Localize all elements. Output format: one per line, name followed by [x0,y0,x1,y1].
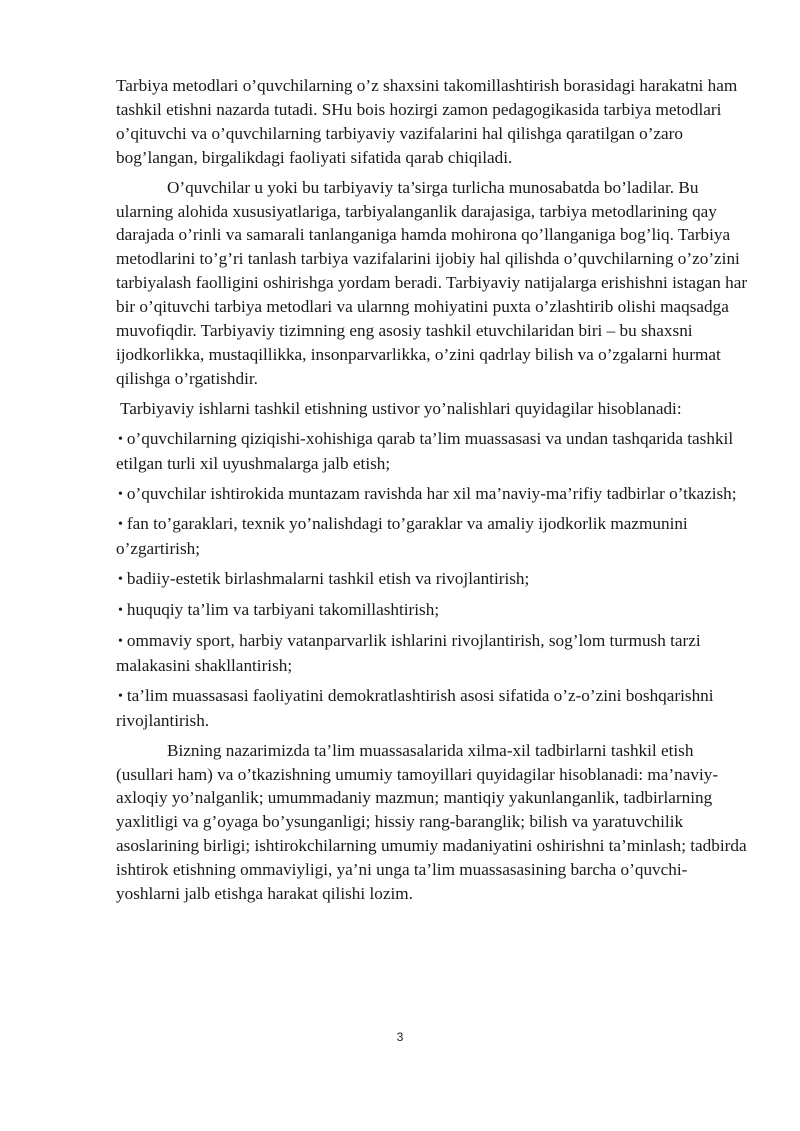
bullet-icon: • [118,517,123,533]
list-item-text: huquqiy ta’lim va tarbiyani takomillashtirish; [126,600,440,620]
list-item [116,567,750,592]
list-item [116,427,750,476]
list-item [116,598,750,623]
list-item-text: fan to’garaklari, texnik yo’nalishdagi to’garaklar va amaliy ijodkorlik mazmunini o’zgartirish; [116,514,688,559]
page-number: 3 [396,1030,404,1044]
list-item [116,482,750,507]
list-item-text: ta’lim muassasasi faoliyatini demokratlashtirish asosi sifatida o’z-o’zini boshqarishni rivojlantirish. [116,685,714,730]
paragraph-principles: Bizning nazarimizda ta’lim muassasalarida xilma-xil tadbirlarni tashkil etish (usullari ham) va o’tkazishning umumiy tamoyillari quyidagilar hisoblanadi: ma’naviy-axloqiy yo’nalganlik; umummadaniy mazmun; mantiqiy yakunlanganlik, tadbirlarning yaxlitligi va g’oyaga bo’ysunganligi; hissiy rang-baranglik; bilish va yaratuvchilik asoslarining birligi; ishtirokchilarning umumiy madaniyatini oshirishni ta’minlash; tadbirda ishtirok etishning ommaviyligi, ya’ni unga ta’lim muassasasining barcha o’quvchi-yoshlarni jalb etishga harakat qilishi lozim. [116,740,747,904]
bullet-icon: • [118,688,123,704]
list-item-text: o’quvchilarning qiziqishi-xohishiga qarab ta’lim muassasasi va undan tashqarida tashkil etilgan turli xil uyushmalarga jalb etish; [116,428,734,473]
list-item [116,629,750,678]
paragraph-methods-intro: Tarbiya metodlari o’quvchilarning o’z shaxsini takomillashtirish borasidagi harakatni ham tashkil etishni nazarda tutadi. SHu bois hozirgi zamon pedagogikasida tarbiya metodlari o’qituvchi va o’quvchilarning tarbiyaviy vazifalarini hal qilishga qaratilgan o’zaro bog’langan, birgalikdagi faoliyati sifatida qarab chiqiladi. [116,76,738,167]
paragraph-student-attitudes: O’quvchilar u yoki bu tarbiyaviy ta’sirga turlicha munosabatda bo’ladilar. Bu ularning alohida xususiyatlariga, tarbiyalanganlik darajasiga, tarbiya metodlarining qay darajada o’rinli va samarali tanlanganiga hamda mohirona qo’llanganiga bog’liq. Tarbiya metodlarini to’g’ri tanlash tarbiya vazifalarini ijobiy hal qilishda o’quvchilarning o’zo’zini tarbiyalash faolligini oshirishga yordam beradi. Tarbiyaviy natijalarga erishishni istagan har bir o’qituvchi tarbiya metodlari va ularnng mohiyatini puxta o’zlashtirib olishi maqsadga muvofiqdir. Tarbiyaviy tizimning eng asosiy tashkil etuvchilaridan biri – bu shaxsni ijodkorlikka, mustaqillikka, insonparvarlikka, o’zini qadrlay bilish va o’zgalarni hurmat qilishga o’rgatishdir. [116,177,748,388]
list-item [116,684,750,733]
list-intro: Tarbiyaviy ishlarni tashkil etishning ustivor yo’nalishlari quyidagilar hisoblanadi: [120,398,682,418]
bullet-icon: • [118,634,123,650]
bullet-icon: • [118,486,123,502]
priority-directions-list [116,427,750,733]
list-item-text: badiiy-estetik birlashmalarni tashkil etish va rivojlantirish; [126,569,530,589]
list-item-text: o’quvchilar ishtirokida muntazam ravishda har xil ma’naviy-ma’rifiy tadbirlar o’tkazish; [126,483,737,503]
body-text [116,74,750,912]
bullet-icon: • [118,572,123,588]
bullet-icon: • [118,603,123,619]
list-item-text: ommaviy sport, harbiy vatanparvarlik ishlarini rivojlantirish, sog’lom turmush tarzi malakasini shakllantirish; [116,631,701,675]
list-item [116,512,750,561]
bullet-icon: • [118,431,123,447]
